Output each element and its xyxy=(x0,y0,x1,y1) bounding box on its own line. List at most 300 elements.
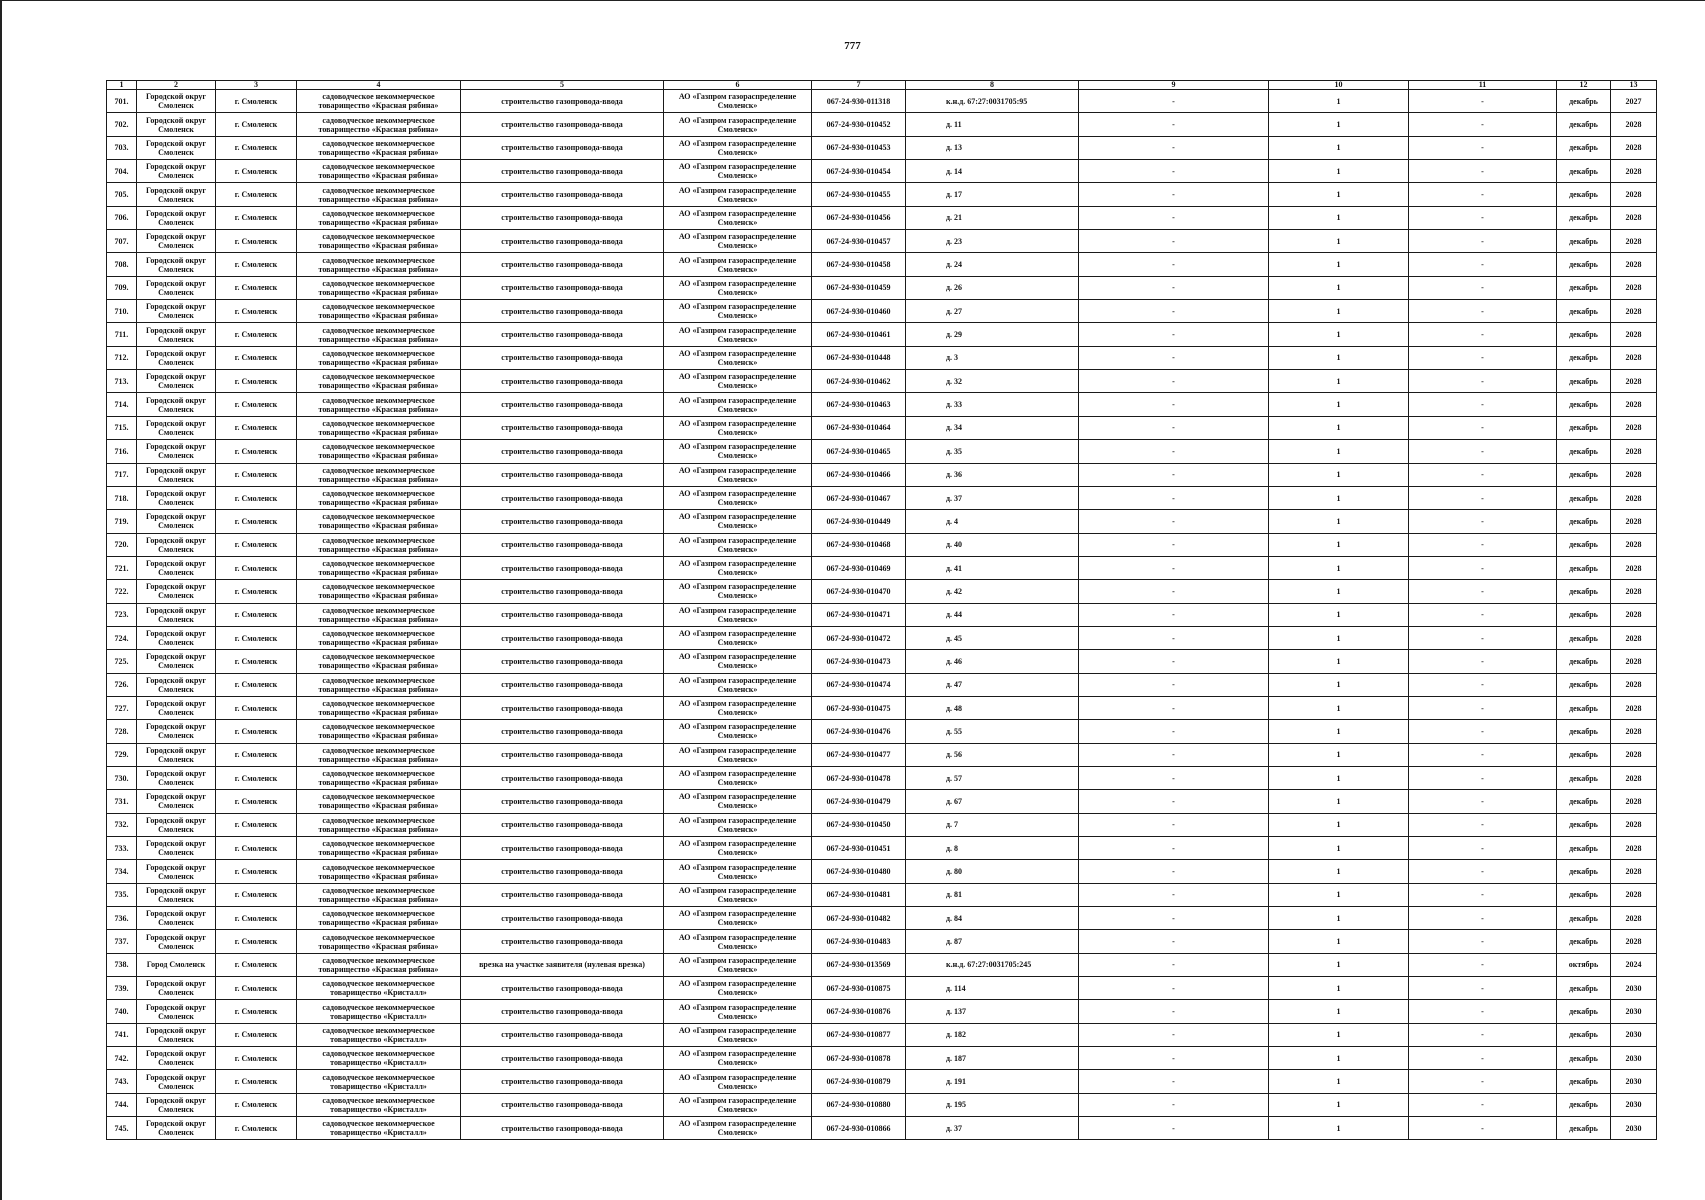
operator-cell: АО «Газпром газораспределение Смоленск» xyxy=(664,253,812,276)
row-number-cell: 718. xyxy=(107,486,137,509)
district-cell: Городской округ Смоленск xyxy=(137,300,216,323)
column-10-cell: 1 xyxy=(1269,1117,1409,1140)
work-type-cell: строительство газопровода-ввода xyxy=(461,790,664,813)
month-cell: декабрь xyxy=(1557,1023,1611,1046)
month-cell: декабрь xyxy=(1557,766,1611,789)
address-cell: д. 4 xyxy=(906,510,1079,533)
contract-number-cell: 067-24-930-010480 xyxy=(812,860,906,883)
organization-cell: садоводческое некоммерческое товарищество «Красная рябина» xyxy=(297,673,461,696)
month-cell: декабрь xyxy=(1557,1000,1611,1023)
address-cell: д. 29 xyxy=(906,323,1079,346)
address-cell: д. 84 xyxy=(906,907,1079,930)
column-11-cell: - xyxy=(1409,1070,1557,1093)
year-cell: 2028 xyxy=(1611,160,1657,183)
year-cell: 2028 xyxy=(1611,463,1657,486)
table-row xyxy=(107,416,1657,439)
city-cell: г. Смоленск xyxy=(216,860,297,883)
contract-number-cell: 067-24-930-010469 xyxy=(812,556,906,579)
organization-cell: садоводческое некоммерческое товарищество «Красная рябина» xyxy=(297,650,461,673)
organization-cell: садоводческое некоммерческое товарищество «Красная рябина» xyxy=(297,463,461,486)
column-11-cell: - xyxy=(1409,486,1557,509)
address-cell: д. 87 xyxy=(906,930,1079,953)
work-type-cell: строительство газопровода-ввода xyxy=(461,1093,664,1116)
column-10-cell: 1 xyxy=(1269,977,1409,1000)
work-type-cell: строительство газопровода-ввода xyxy=(461,1000,664,1023)
city-cell: г. Смоленск xyxy=(216,977,297,1000)
column-10-cell: 1 xyxy=(1269,533,1409,556)
year-cell: 2030 xyxy=(1611,1023,1657,1046)
year-cell: 2030 xyxy=(1611,1000,1657,1023)
contract-number-cell: 067-24-930-010463 xyxy=(812,393,906,416)
work-type-cell: строительство газопровода-ввода xyxy=(461,1023,664,1046)
district-cell: Городской округ Смоленск xyxy=(137,1070,216,1093)
city-cell: г. Смоленск xyxy=(216,743,297,766)
district-cell: Городской округ Смоленск xyxy=(137,346,216,369)
table-row xyxy=(107,1117,1657,1140)
month-cell: декабрь xyxy=(1557,510,1611,533)
column-11-cell: - xyxy=(1409,1000,1557,1023)
operator-cell: АО «Газпром газораспределение Смоленск» xyxy=(664,416,812,439)
organization-cell: садоводческое некоммерческое товарищество «Кристалл» xyxy=(297,1093,461,1116)
city-cell: г. Смоленск xyxy=(216,183,297,206)
city-cell: г. Смоленск xyxy=(216,1023,297,1046)
table-row xyxy=(107,1000,1657,1023)
address-cell: д. 46 xyxy=(906,650,1079,673)
month-cell: декабрь xyxy=(1557,1047,1611,1070)
work-type-cell: строительство газопровода-ввода xyxy=(461,136,664,159)
district-cell: Городской округ Смоленск xyxy=(137,930,216,953)
city-cell: г. Смоленск xyxy=(216,883,297,906)
column-9-cell: - xyxy=(1079,1070,1269,1093)
address-cell: д. 37 xyxy=(906,486,1079,509)
column-9-cell: - xyxy=(1079,790,1269,813)
column-10-cell: 1 xyxy=(1269,230,1409,253)
table-row xyxy=(107,860,1657,883)
work-type-cell: строительство газопровода-ввода xyxy=(461,230,664,253)
row-number-cell: 707. xyxy=(107,230,137,253)
year-cell: 2028 xyxy=(1611,323,1657,346)
address-cell: д. 35 xyxy=(906,440,1079,463)
month-cell: декабрь xyxy=(1557,626,1611,649)
table-row xyxy=(107,463,1657,486)
city-cell: г. Смоленск xyxy=(216,533,297,556)
year-cell: 2028 xyxy=(1611,486,1657,509)
column-number-cell: 9 xyxy=(1079,81,1269,90)
work-type-cell: строительство газопровода-ввода xyxy=(461,113,664,136)
year-cell: 2030 xyxy=(1611,1117,1657,1140)
column-10-cell: 1 xyxy=(1269,650,1409,673)
column-10-cell: 1 xyxy=(1269,463,1409,486)
month-cell: декабрь xyxy=(1557,720,1611,743)
column-11-cell: - xyxy=(1409,510,1557,533)
year-cell: 2028 xyxy=(1611,416,1657,439)
organization-cell: садоводческое некоммерческое товарищество «Красная рябина» xyxy=(297,837,461,860)
city-cell: г. Смоленск xyxy=(216,1117,297,1140)
contract-number-cell: 067-24-930-010471 xyxy=(812,603,906,626)
column-9-cell: - xyxy=(1079,486,1269,509)
year-cell: 2028 xyxy=(1611,743,1657,766)
column-11-cell: - xyxy=(1409,1093,1557,1116)
column-9-cell: - xyxy=(1079,510,1269,533)
column-11-cell: - xyxy=(1409,860,1557,883)
organization-cell: садоводческое некоммерческое товарищество «Красная рябина» xyxy=(297,276,461,299)
contract-number-cell: 067-24-930-010481 xyxy=(812,883,906,906)
column-11-cell: - xyxy=(1409,1117,1557,1140)
district-cell: Городской округ Смоленск xyxy=(137,323,216,346)
table-row xyxy=(107,603,1657,626)
work-type-cell: строительство газопровода-ввода xyxy=(461,370,664,393)
city-cell: г. Смоленск xyxy=(216,930,297,953)
year-cell: 2030 xyxy=(1611,1070,1657,1093)
column-number-row xyxy=(107,81,1657,90)
row-number-cell: 741. xyxy=(107,1023,137,1046)
table-row xyxy=(107,907,1657,930)
year-cell: 2028 xyxy=(1611,766,1657,789)
contract-number-cell: 067-24-930-010474 xyxy=(812,673,906,696)
contract-number-cell: 067-24-930-010470 xyxy=(812,580,906,603)
operator-cell: АО «Газпром газораспределение Смоленск» xyxy=(664,556,812,579)
month-cell: декабрь xyxy=(1557,113,1611,136)
column-11-cell: - xyxy=(1409,696,1557,719)
address-cell: д. 7 xyxy=(906,813,1079,836)
district-cell: Городской округ Смоленск xyxy=(137,393,216,416)
operator-cell: АО «Газпром газораспределение Смоленск» xyxy=(664,720,812,743)
district-cell: Городской округ Смоленск xyxy=(137,253,216,276)
district-cell: Городской округ Смоленск xyxy=(137,743,216,766)
column-9-cell: - xyxy=(1079,253,1269,276)
column-10-cell: 1 xyxy=(1269,743,1409,766)
district-cell: Городской округ Смоленск xyxy=(137,626,216,649)
operator-cell: АО «Газпром газораспределение Смоленск» xyxy=(664,930,812,953)
work-type-cell: строительство газопровода-ввода xyxy=(461,650,664,673)
row-number-cell: 725. xyxy=(107,650,137,673)
row-number-cell: 722. xyxy=(107,580,137,603)
column-10-cell: 1 xyxy=(1269,883,1409,906)
column-11-cell: - xyxy=(1409,953,1557,976)
contract-number-cell: 067-24-930-010483 xyxy=(812,930,906,953)
district-cell: Городской округ Смоленск xyxy=(137,160,216,183)
row-number-cell: 732. xyxy=(107,813,137,836)
table-row xyxy=(107,1047,1657,1070)
table-row xyxy=(107,486,1657,509)
year-cell: 2028 xyxy=(1611,860,1657,883)
district-cell: Городской округ Смоленск xyxy=(137,837,216,860)
operator-cell: АО «Газпром газораспределение Смоленск» xyxy=(664,860,812,883)
table-row xyxy=(107,720,1657,743)
contract-number-cell: 067-24-930-010877 xyxy=(812,1023,906,1046)
table-row xyxy=(107,533,1657,556)
address-cell: д. 17 xyxy=(906,183,1079,206)
district-cell: Городской округ Смоленск xyxy=(137,486,216,509)
contract-number-cell: 067-24-930-010451 xyxy=(812,837,906,860)
address-cell: д. 47 xyxy=(906,673,1079,696)
operator-cell: АО «Газпром газораспределение Смоленск» xyxy=(664,790,812,813)
address-cell: д. 187 xyxy=(906,1047,1079,1070)
district-cell: Городской округ Смоленск xyxy=(137,276,216,299)
year-cell: 2030 xyxy=(1611,1093,1657,1116)
column-number-cell: 13 xyxy=(1611,81,1657,90)
district-cell: Городской округ Смоленск xyxy=(137,1093,216,1116)
month-cell: декабрь xyxy=(1557,860,1611,883)
row-number-cell: 729. xyxy=(107,743,137,766)
column-9-cell: - xyxy=(1079,416,1269,439)
table-row xyxy=(107,743,1657,766)
organization-cell: садоводческое некоммерческое товарищество «Красная рябина» xyxy=(297,626,461,649)
column-11-cell: - xyxy=(1409,346,1557,369)
month-cell: декабрь xyxy=(1557,790,1611,813)
year-cell: 2028 xyxy=(1611,136,1657,159)
district-cell: Городской округ Смоленск xyxy=(137,696,216,719)
organization-cell: садоводческое некоммерческое товарищество «Красная рябина» xyxy=(297,486,461,509)
page-number: 777 xyxy=(844,40,861,52)
column-9-cell: - xyxy=(1079,533,1269,556)
column-9-cell: - xyxy=(1079,930,1269,953)
row-number-cell: 719. xyxy=(107,510,137,533)
year-cell: 2024 xyxy=(1611,953,1657,976)
contract-number-cell: 067-24-930-010878 xyxy=(812,1047,906,1070)
column-number-cell: 12 xyxy=(1557,81,1611,90)
row-number-cell: 711. xyxy=(107,323,137,346)
column-9-cell: - xyxy=(1079,300,1269,323)
row-number-cell: 735. xyxy=(107,883,137,906)
year-cell: 2028 xyxy=(1611,673,1657,696)
district-cell: Городской округ Смоленск xyxy=(137,907,216,930)
column-10-cell: 1 xyxy=(1269,696,1409,719)
row-number-cell: 708. xyxy=(107,253,137,276)
row-number-cell: 705. xyxy=(107,183,137,206)
contract-number-cell: 067-24-930-010866 xyxy=(812,1117,906,1140)
organization-cell: садоводческое некоммерческое товарищество «Красная рябина» xyxy=(297,603,461,626)
organization-cell: садоводческое некоммерческое товарищество «Кристалл» xyxy=(297,1023,461,1046)
city-cell: г. Смоленск xyxy=(216,393,297,416)
operator-cell: АО «Газпром газораспределение Смоленск» xyxy=(664,977,812,1000)
address-cell: д. 80 xyxy=(906,860,1079,883)
month-cell: декабрь xyxy=(1557,230,1611,253)
operator-cell: АО «Газпром газораспределение Смоленск» xyxy=(664,1000,812,1023)
column-9-cell: - xyxy=(1079,743,1269,766)
work-type-cell: строительство газопровода-ввода xyxy=(461,90,664,113)
city-cell: г. Смоленск xyxy=(216,113,297,136)
district-cell: Городской округ Смоленск xyxy=(137,463,216,486)
operator-cell: АО «Газпром газораспределение Смоленск» xyxy=(664,206,812,229)
column-number-cell: 11 xyxy=(1409,81,1557,90)
organization-cell: садоводческое некоммерческое товарищество «Красная рябина» xyxy=(297,346,461,369)
organization-cell: садоводческое некоммерческое товарищество «Красная рябина» xyxy=(297,696,461,719)
organization-cell: садоводческое некоммерческое товарищество «Красная рябина» xyxy=(297,230,461,253)
city-cell: г. Смоленск xyxy=(216,486,297,509)
column-11-cell: - xyxy=(1409,463,1557,486)
row-number-cell: 706. xyxy=(107,206,137,229)
city-cell: г. Смоленск xyxy=(216,696,297,719)
column-number-cell: 5 xyxy=(461,81,664,90)
operator-cell: АО «Газпром газораспределение Смоленск» xyxy=(664,1093,812,1116)
column-9-cell: - xyxy=(1079,837,1269,860)
month-cell: декабрь xyxy=(1557,183,1611,206)
column-number-cell: 3 xyxy=(216,81,297,90)
work-type-cell: строительство газопровода-ввода xyxy=(461,883,664,906)
month-cell: декабрь xyxy=(1557,463,1611,486)
organization-cell: садоводческое некоммерческое товарищество «Кристалл» xyxy=(297,977,461,1000)
work-type-cell: строительство газопровода-ввода xyxy=(461,253,664,276)
column-number-cell: 1 xyxy=(107,81,137,90)
column-10-cell: 1 xyxy=(1269,673,1409,696)
contract-number-cell: 067-24-930-010473 xyxy=(812,650,906,673)
column-11-cell: - xyxy=(1409,650,1557,673)
work-type-cell: строительство газопровода-ввода xyxy=(461,626,664,649)
district-cell: Городской округ Смоленск xyxy=(137,580,216,603)
address-cell: д. 32 xyxy=(906,370,1079,393)
operator-cell: АО «Газпром газораспределение Смоленск» xyxy=(664,580,812,603)
contract-number-cell: 067-24-930-010453 xyxy=(812,136,906,159)
organization-cell: садоводческое некоммерческое товарищество «Красная рябина» xyxy=(297,556,461,579)
organization-cell: садоводческое некоммерческое товарищество «Кристалл» xyxy=(297,1070,461,1093)
address-cell: д. 24 xyxy=(906,253,1079,276)
operator-cell: АО «Газпром газораспределение Смоленск» xyxy=(664,766,812,789)
year-cell: 2028 xyxy=(1611,580,1657,603)
operator-cell: АО «Газпром газораспределение Смоленск» xyxy=(664,1047,812,1070)
column-9-cell: - xyxy=(1079,650,1269,673)
address-cell: д. 67 xyxy=(906,790,1079,813)
work-type-cell: строительство газопровода-ввода xyxy=(461,533,664,556)
column-9-cell: - xyxy=(1079,230,1269,253)
address-cell: д. 37 xyxy=(906,1117,1079,1140)
table-row xyxy=(107,883,1657,906)
operator-cell: АО «Газпром газораспределение Смоленск» xyxy=(664,276,812,299)
row-number-cell: 724. xyxy=(107,626,137,649)
month-cell: декабрь xyxy=(1557,370,1611,393)
year-cell: 2028 xyxy=(1611,907,1657,930)
organization-cell: садоводческое некоммерческое товарищество «Красная рябина» xyxy=(297,533,461,556)
column-11-cell: - xyxy=(1409,253,1557,276)
row-number-cell: 744. xyxy=(107,1093,137,1116)
organization-cell: садоводческое некоммерческое товарищество «Красная рябина» xyxy=(297,253,461,276)
row-number-cell: 731. xyxy=(107,790,137,813)
column-9-cell: - xyxy=(1079,813,1269,836)
year-cell: 2028 xyxy=(1611,790,1657,813)
city-cell: г. Смоленск xyxy=(216,323,297,346)
column-9-cell: - xyxy=(1079,1023,1269,1046)
table-row xyxy=(107,673,1657,696)
district-cell: Городской округ Смоленск xyxy=(137,206,216,229)
year-cell: 2028 xyxy=(1611,230,1657,253)
row-number-cell: 701. xyxy=(107,90,137,113)
column-11-cell: - xyxy=(1409,673,1557,696)
table-row xyxy=(107,510,1657,533)
address-cell: д. 48 xyxy=(906,696,1079,719)
year-cell: 2028 xyxy=(1611,206,1657,229)
city-cell: г. Смоленск xyxy=(216,626,297,649)
table-row xyxy=(107,696,1657,719)
operator-cell: АО «Газпром газораспределение Смоленск» xyxy=(664,90,812,113)
organization-cell: садоводческое некоммерческое товарищество «Кристалл» xyxy=(297,1000,461,1023)
row-number-cell: 717. xyxy=(107,463,137,486)
month-cell: декабрь xyxy=(1557,90,1611,113)
organization-cell: садоводческое некоммерческое товарищество «Красная рябина» xyxy=(297,370,461,393)
work-type-cell: строительство газопровода-ввода xyxy=(461,416,664,439)
table-row xyxy=(107,813,1657,836)
contract-number-cell: 067-24-930-010461 xyxy=(812,323,906,346)
table-row xyxy=(107,766,1657,789)
city-cell: г. Смоленск xyxy=(216,370,297,393)
address-cell: д. 36 xyxy=(906,463,1079,486)
city-cell: г. Смоленск xyxy=(216,440,297,463)
work-type-cell: строительство газопровода-ввода xyxy=(461,323,664,346)
column-11-cell: - xyxy=(1409,230,1557,253)
work-type-cell: строительство газопровода-ввода xyxy=(461,300,664,323)
column-11-cell: - xyxy=(1409,300,1557,323)
row-number-cell: 726. xyxy=(107,673,137,696)
row-number-cell: 702. xyxy=(107,113,137,136)
scan-edge-mark xyxy=(0,0,2,1200)
district-cell: Городской округ Смоленск xyxy=(137,90,216,113)
column-10-cell: 1 xyxy=(1269,930,1409,953)
contract-number-cell: 067-24-930-010454 xyxy=(812,160,906,183)
row-number-cell: 716. xyxy=(107,440,137,463)
contract-number-cell: 067-24-930-011318 xyxy=(812,90,906,113)
row-number-cell: 715. xyxy=(107,416,137,439)
table-row xyxy=(107,650,1657,673)
district-cell: Городской округ Смоленск xyxy=(137,113,216,136)
organization-cell: садоводческое некоммерческое товарищество «Красная рябина» xyxy=(297,860,461,883)
district-cell: Городской округ Смоленск xyxy=(137,1117,216,1140)
month-cell: декабрь xyxy=(1557,253,1611,276)
table-row xyxy=(107,323,1657,346)
column-11-cell: - xyxy=(1409,743,1557,766)
district-cell: Городской округ Смоленск xyxy=(137,603,216,626)
city-cell: г. Смоленск xyxy=(216,673,297,696)
city-cell: г. Смоленск xyxy=(216,510,297,533)
column-10-cell: 1 xyxy=(1269,370,1409,393)
operator-cell: АО «Газпром газораспределение Смоленск» xyxy=(664,393,812,416)
row-number-cell: 745. xyxy=(107,1117,137,1140)
city-cell: г. Смоленск xyxy=(216,300,297,323)
city-cell: г. Смоленск xyxy=(216,790,297,813)
contract-number-cell: 067-24-930-010456 xyxy=(812,206,906,229)
column-11-cell: - xyxy=(1409,907,1557,930)
address-cell: к.н.д. 67:27:0031705:245 xyxy=(906,953,1079,976)
work-type-cell: врезка на участке заявителя (нулевая врезка) xyxy=(461,953,664,976)
column-9-cell: - xyxy=(1079,556,1269,579)
year-cell: 2028 xyxy=(1611,510,1657,533)
operator-cell: АО «Газпром газораспределение Смоленск» xyxy=(664,696,812,719)
organization-cell: садоводческое некоммерческое товарищество «Красная рябина» xyxy=(297,743,461,766)
contract-number-cell: 067-24-930-010876 xyxy=(812,1000,906,1023)
column-number-cell: 2 xyxy=(137,81,216,90)
column-number-cell: 8 xyxy=(906,81,1079,90)
month-cell: декабрь xyxy=(1557,556,1611,579)
column-10-cell: 1 xyxy=(1269,486,1409,509)
organization-cell: садоводческое некоммерческое товарищество «Красная рябина» xyxy=(297,160,461,183)
table-row xyxy=(107,370,1657,393)
work-type-cell: строительство газопровода-ввода xyxy=(461,510,664,533)
contract-number-cell: 067-24-930-010460 xyxy=(812,300,906,323)
operator-cell: АО «Газпром газораспределение Смоленск» xyxy=(664,370,812,393)
organization-cell: садоводческое некоммерческое товарищество «Красная рябина» xyxy=(297,930,461,953)
year-cell: 2028 xyxy=(1611,720,1657,743)
address-cell: д. 81 xyxy=(906,883,1079,906)
month-cell: декабрь xyxy=(1557,696,1611,719)
table-row xyxy=(107,276,1657,299)
month-cell: декабрь xyxy=(1557,813,1611,836)
month-cell: декабрь xyxy=(1557,440,1611,463)
column-10-cell: 1 xyxy=(1269,720,1409,743)
year-cell: 2028 xyxy=(1611,300,1657,323)
operator-cell: АО «Газпром газораспределение Смоленск» xyxy=(664,510,812,533)
organization-cell: садоводческое некоммерческое товарищество «Красная рябина» xyxy=(297,510,461,533)
organization-cell: садоводческое некоммерческое товарищество «Красная рябина» xyxy=(297,813,461,836)
organization-cell: садоводческое некоммерческое товарищество «Красная рябина» xyxy=(297,907,461,930)
row-number-cell: 742. xyxy=(107,1047,137,1070)
